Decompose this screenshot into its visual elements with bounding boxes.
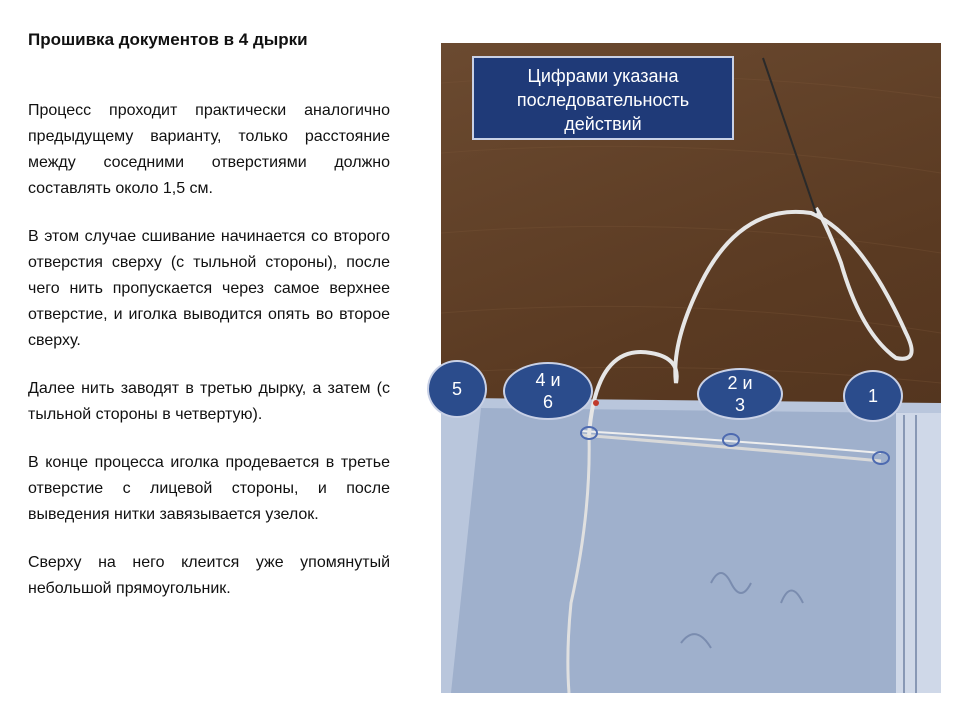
paragraph-4: В конце процесса иголка продевается в третье отверстие с лицевой стороны, и после выведения нитки завязывается узелок. — [28, 454, 390, 523]
step-badge-5 — [427, 360, 487, 418]
page-title: Прошивка документов в 4 дырки — [28, 30, 308, 49]
step-badge-1-label: 1 — [867, 386, 878, 406]
step-badge-4-and-6 — [503, 362, 593, 420]
paragraph-1: Процесс проходит практически аналогично предыдущему варианту, только расстояние между соседними отверстиями должно составлять около 1,5 см. — [28, 102, 390, 197]
paragraph-2: В этом случае сшивание начинается со второго отверстия сверху (с тыльной стороны), после чего нить пропускается через самое верхнее отверстие, и иголка выводится опять во второе сверху. — [28, 228, 390, 349]
step-badge-2-and-3 — [697, 368, 783, 420]
step-badge-4-and-6-label: 4 и 6 — [535, 370, 561, 412]
photo-illustration — [441, 43, 941, 693]
stitching-photo — [441, 43, 941, 693]
body-text — [28, 98, 390, 624]
step-badge-5-label: 5 — [451, 379, 462, 399]
sequence-callout: Цифрами указана последовательность действий — [472, 56, 734, 140]
paragraph-3: Далее нить заводят в третью дырку, а затем (с тыльной стороны в четвертую). — [28, 380, 390, 423]
step-badge-2-and-3-label: 2 и 3 — [727, 373, 753, 415]
step-badge-1 — [843, 370, 903, 422]
paragraph-5: Сверху на него клеится уже упомянутый небольшой прямоугольник. — [28, 554, 390, 597]
